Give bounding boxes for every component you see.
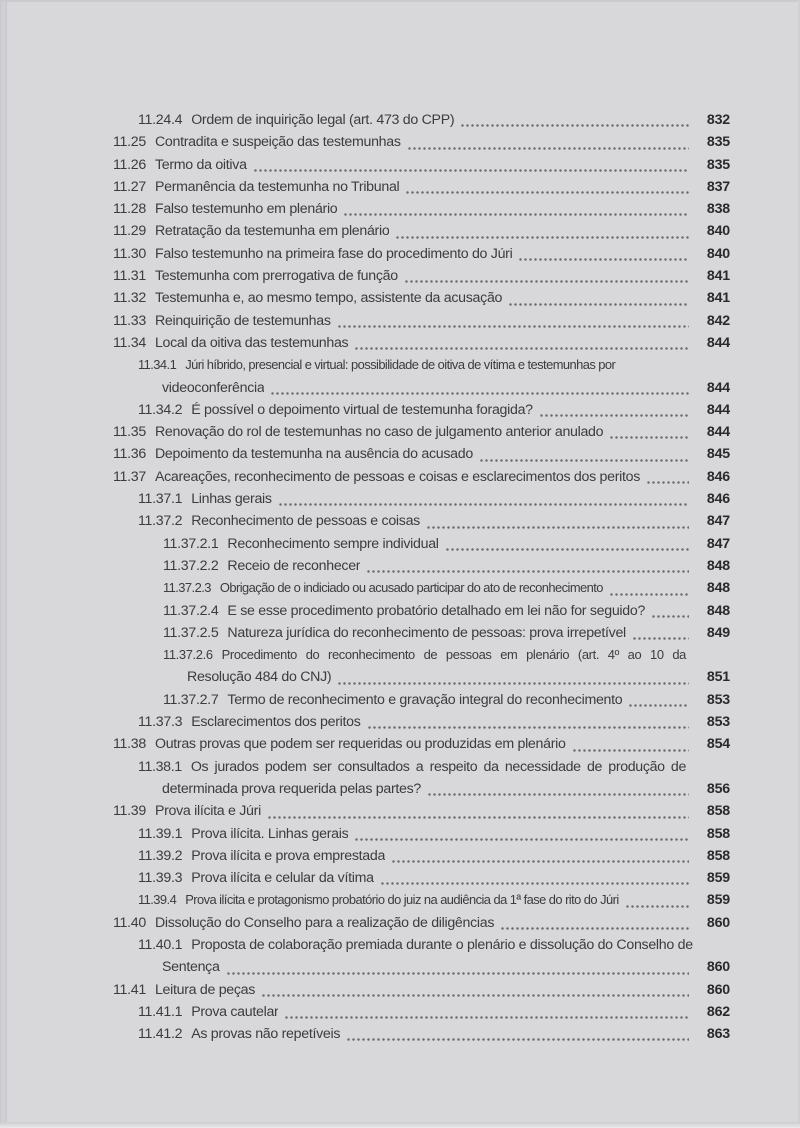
entry-number: 11.30 <box>113 245 146 262</box>
entry-number: 11.24.4 <box>138 112 183 128</box>
toc-entry <box>113 845 730 867</box>
page-number: 847 <box>706 513 730 530</box>
page-number: 844 <box>706 424 730 441</box>
toc-entry-line <box>113 176 730 198</box>
entry-number: 11.41 <box>113 981 146 998</box>
table-of-contents <box>113 109 730 1045</box>
toc-entry-continuation-line <box>138 778 730 800</box>
entry-title: Procedimento do reconhecimento de pessoas em plenário (art. 4º ao 10 da <box>221 647 686 663</box>
toc-entry <box>113 443 730 465</box>
toc-entry <box>113 131 730 153</box>
page-number: 846 <box>706 468 730 485</box>
toc-entry-line <box>138 823 730 845</box>
toc-entry-line <box>138 867 730 889</box>
toc-entry <box>113 265 730 287</box>
toc-entry <box>113 979 730 1001</box>
dot-leader <box>268 816 689 819</box>
page-number: 858 <box>706 803 730 820</box>
entry-title: Renovação do rol de testemunhas no caso de julgamento anterior anulado <box>154 424 604 441</box>
page-number: 859 <box>706 892 730 909</box>
toc-entry <box>113 198 730 220</box>
entry-title: Reconhecimento de pessoas e coisas <box>191 513 420 530</box>
entry-title: Prova ilícita e celular da vítima <box>191 870 374 887</box>
entry-number: 11.37.2.6 <box>163 647 213 663</box>
toc-entry-line <box>138 934 693 956</box>
toc-entry <box>113 354 730 399</box>
dot-leader <box>461 124 689 127</box>
entry-title: Os jurados podem ser consultados a respeito da necessidade de produção de <box>190 758 686 775</box>
toc-entry-line <box>138 488 730 510</box>
entry-title: Leitura de peças <box>154 981 256 998</box>
page-number: 860 <box>706 981 730 998</box>
dot-leader <box>519 258 689 261</box>
entry-number: 11.28 <box>113 201 146 218</box>
page-number: 859 <box>706 870 730 887</box>
page-edge-shadow-bottom <box>0 1122 800 1128</box>
entry-number: 11.38 <box>113 736 146 753</box>
toc-entry-line <box>113 466 730 488</box>
entry-number: 11.34.1 <box>138 357 177 373</box>
entry-title: E se esse procedimento probatório detalhado em lei não for seguido? <box>227 602 646 619</box>
entry-title: Reinquirição de testemunhas <box>154 312 331 329</box>
entry-title: Linhas gerais <box>191 491 272 508</box>
page-number: 838 <box>706 201 730 218</box>
entry-title: Testemunha com prerrogativa de função <box>154 268 398 285</box>
toc-entry-line <box>138 1023 730 1045</box>
toc-entry <box>113 1023 730 1045</box>
entry-title: Outras provas que podem ser requeridas ou produzidas em plenário <box>154 736 566 753</box>
dot-leader <box>338 325 689 328</box>
toc-entry <box>113 600 730 622</box>
toc-entry-line <box>113 220 730 242</box>
entry-number: 11.37.2.4 <box>163 602 219 619</box>
entry-number: 11.34 <box>113 334 146 351</box>
toc-entry-line <box>163 600 730 622</box>
entry-title: Termo da oitiva <box>154 156 247 173</box>
toc-entry-line <box>138 711 730 733</box>
toc-entry <box>113 889 730 911</box>
toc-entry <box>113 176 730 198</box>
dot-leader <box>347 1038 689 1041</box>
page-number: 841 <box>706 268 730 285</box>
entry-number: 11.37.2.7 <box>163 691 219 708</box>
entry-title: Júri híbrido, presencial e virtual: possibilidade de oitiva de vítima e testemunhas por <box>185 357 616 373</box>
page-number: 851 <box>706 669 730 686</box>
dot-leader <box>396 236 689 239</box>
page-number: 844 <box>706 401 730 418</box>
dot-leader <box>633 637 689 640</box>
entry-number: 11.38.1 <box>138 758 182 775</box>
entry-number: 11.39.1 <box>138 825 183 842</box>
entry-title: Proposta de colaboração premiada durante o plenário e dissolução do Conselho de <box>191 936 693 953</box>
entry-number: 11.26 <box>113 156 146 173</box>
dot-leader <box>610 436 689 439</box>
toc-entry-line <box>113 332 730 354</box>
entry-number: 11.36 <box>113 446 146 463</box>
toc-entry <box>113 109 730 131</box>
toc-entry-line <box>113 198 730 220</box>
toc-entry-line <box>113 979 730 1001</box>
dot-leader <box>626 905 689 908</box>
dot-leader <box>344 213 689 216</box>
entry-title: Prova cautelar <box>191 1003 279 1020</box>
entry-title: Natureza jurídica do reconhecimento de pessoas: prova irrepetível <box>227 624 626 641</box>
dot-leader <box>262 994 689 997</box>
dot-leader <box>367 570 689 573</box>
toc-entry-line <box>113 800 730 822</box>
dot-leader <box>406 191 689 194</box>
toc-entry <box>113 421 730 443</box>
entry-number: 11.39 <box>113 803 146 820</box>
entry-number: 11.37.2.5 <box>163 624 219 641</box>
entry-number: 11.27 <box>113 178 146 195</box>
entry-number: 11.33 <box>113 312 146 329</box>
dot-leader <box>279 503 689 506</box>
toc-entry-line <box>138 399 730 421</box>
dot-leader <box>629 704 689 707</box>
page-number: 863 <box>706 1026 730 1043</box>
toc-entry <box>113 577 730 599</box>
toc-entry-line <box>113 265 730 287</box>
entry-title: Ordem de inquirição legal (art. 473 do CPP) <box>191 112 455 128</box>
toc-entry <box>113 466 730 488</box>
entry-number: 11.39.4 <box>138 892 177 908</box>
entry-number: 11.40.1 <box>138 936 183 953</box>
toc-entry <box>113 823 730 845</box>
toc-entry-line <box>113 421 730 443</box>
page-number: 853 <box>706 691 730 708</box>
toc-entry <box>113 533 730 555</box>
entry-title: Obrigação de o indiciado ou acusado participar do ato de reconhecimento <box>219 580 603 596</box>
entry-number: 11.37.2.1 <box>163 535 219 552</box>
page-number: 842 <box>706 312 730 329</box>
page-number: 854 <box>706 736 730 753</box>
entry-number: 11.37.1 <box>138 491 183 508</box>
toc-entry <box>113 1001 730 1023</box>
entry-title: Falso testemunho em plenário <box>154 201 338 218</box>
toc-entry-line <box>138 354 686 376</box>
toc-entry <box>113 622 730 644</box>
dot-leader <box>271 392 689 395</box>
dot-leader <box>355 347 689 350</box>
toc-entry-line <box>138 889 730 911</box>
entry-continuation: Sentença <box>162 959 220 976</box>
page-number: 858 <box>706 847 730 864</box>
dot-leader <box>392 860 689 863</box>
toc-entry-line <box>138 756 686 778</box>
page-number: 840 <box>706 245 730 262</box>
toc-entry <box>113 332 730 354</box>
entry-title: Testemunha e, ao mesmo tempo, assistente da acusação <box>154 290 503 307</box>
entry-continuation: videoconferência <box>162 379 265 396</box>
toc-entry-continuation-line <box>138 956 730 978</box>
page-number: 848 <box>706 602 730 619</box>
toc-entry <box>113 800 730 822</box>
toc-entry-line <box>113 131 730 153</box>
toc-entry <box>113 733 730 755</box>
page-edge-shadow-left <box>0 0 7 1128</box>
dot-leader <box>427 526 689 529</box>
dot-leader <box>405 280 689 283</box>
page-number: 860 <box>706 914 730 931</box>
toc-entry-line <box>113 443 730 465</box>
entry-title: Acareações, reconhecimento de pessoas e coisas e esclarecimentos dos peritos <box>154 468 641 485</box>
entry-number: 11.40 <box>113 914 146 931</box>
entry-title: Termo de reconhecimento e gravação integral do reconhecimento <box>227 691 623 708</box>
entry-number: 11.41.1 <box>138 1003 183 1020</box>
page-number: 844 <box>706 379 730 396</box>
toc-entry <box>113 934 730 979</box>
page-number: 835 <box>706 134 730 151</box>
entry-title: Esclarecimentos dos peritos <box>191 714 361 731</box>
entry-number: 11.41.2 <box>138 1026 183 1043</box>
toc-entry-line <box>163 577 730 599</box>
toc-entry-line <box>113 287 730 309</box>
page-number: 835 <box>706 156 730 173</box>
entry-title: Dissolução do Conselho para a realização de diligências <box>154 914 495 931</box>
page-edge-shadow-top <box>0 0 800 2</box>
toc-entry <box>113 220 730 242</box>
dot-leader <box>480 459 689 462</box>
toc-entry <box>113 154 730 176</box>
toc-entry-line <box>138 845 730 867</box>
dot-leader <box>355 838 689 841</box>
page-number: 837 <box>706 178 730 195</box>
entry-number: 11.37 <box>113 468 146 485</box>
page-number: 832 <box>706 112 730 128</box>
dot-leader <box>368 726 689 729</box>
toc-entry <box>113 756 730 801</box>
entry-number: 11.34.2 <box>138 401 183 418</box>
entry-number: 11.31 <box>113 268 146 285</box>
toc-entry-line <box>113 310 730 332</box>
page-number: 846 <box>706 491 730 508</box>
toc-entry-line <box>163 533 730 555</box>
entry-title: É possível o depoimento virtual de testemunha foragida? <box>191 401 533 418</box>
dot-leader <box>647 481 689 484</box>
page-number: 840 <box>706 223 730 240</box>
entry-title: Reconhecimento sempre individual <box>227 535 439 552</box>
entry-number: 11.25 <box>113 134 146 151</box>
entry-title: Prova ilícita. Linhas gerais <box>191 825 349 842</box>
dot-leader <box>227 972 689 975</box>
dot-leader <box>338 682 689 685</box>
page-number: 853 <box>706 714 730 731</box>
entry-number: 11.37.2.3 <box>163 580 211 596</box>
dot-leader <box>428 793 689 796</box>
page-number: 856 <box>706 780 730 797</box>
toc-entry-line <box>138 109 730 131</box>
entry-number: 11.37.2.2 <box>163 557 219 574</box>
entry-title: Local da oitiva das testemunhas <box>154 334 349 351</box>
page-number: 848 <box>706 580 730 597</box>
toc-entry-line <box>113 243 730 265</box>
toc-entry-line <box>163 622 730 644</box>
toc-entry-line <box>113 154 730 176</box>
toc-entry <box>113 287 730 309</box>
page-number: 848 <box>706 557 730 574</box>
entry-title: As provas não repetíveis <box>191 1026 341 1043</box>
toc-entry <box>113 243 730 265</box>
entry-continuation: determinada prova requerida pelas partes? <box>162 780 422 797</box>
entry-number: 11.39.3 <box>138 870 183 887</box>
toc-entry-line <box>163 644 686 666</box>
toc-entry-line <box>113 733 730 755</box>
dot-leader <box>540 414 689 417</box>
page-number: 860 <box>706 959 730 976</box>
dot-leader <box>573 749 689 752</box>
entry-number: 11.37.3 <box>138 714 183 731</box>
page-number: 858 <box>706 825 730 842</box>
dot-leader <box>285 1016 689 1019</box>
dot-leader <box>381 882 689 885</box>
toc-entry <box>113 555 730 577</box>
page-number: 841 <box>706 290 730 307</box>
toc-entry <box>113 689 730 711</box>
toc-entry-continuation-line <box>163 666 730 688</box>
toc-entry <box>113 310 730 332</box>
entry-title: Prova ilícita e prova emprestada <box>191 847 386 864</box>
dot-leader <box>408 147 689 150</box>
toc-entry <box>113 644 730 689</box>
toc-entry <box>113 912 730 934</box>
entry-continuation: Resolução 484 do CNJ) <box>187 669 332 686</box>
entry-number: 11.35 <box>113 424 146 441</box>
page-number: 849 <box>706 624 730 641</box>
toc-entry <box>113 711 730 733</box>
toc-entry-line <box>163 555 730 577</box>
dot-leader <box>254 169 689 172</box>
entry-title: Depoimento da testemunha na ausência do acusado <box>154 446 473 463</box>
entry-number: 11.32 <box>113 290 146 307</box>
entry-title: Contradita e suspeição das testemunhas <box>154 134 401 151</box>
dot-leader <box>501 927 689 930</box>
entry-title: Permanência da testemunha no Tribunal <box>154 178 400 195</box>
page-number: 862 <box>706 1003 730 1020</box>
toc-entry-line <box>138 1001 730 1023</box>
dot-leader <box>610 593 689 596</box>
entry-title: Prova ilícita e protagonismo probatório do juiz na audiência da 1ª fase do rito do Júri <box>185 892 619 908</box>
page-number: 845 <box>706 446 730 463</box>
entry-title: Falso testemunho na primeira fase do procedimento do Júri <box>154 245 513 262</box>
page-number: 847 <box>706 535 730 552</box>
toc-entry <box>113 867 730 889</box>
entry-title: Prova ilícita e Júri <box>154 803 261 820</box>
entry-title: Receio de reconhecer <box>227 557 361 574</box>
dot-leader <box>446 548 689 551</box>
dot-leader <box>509 303 689 306</box>
toc-entry-line <box>113 912 730 934</box>
entry-number: 11.39.2 <box>138 847 183 864</box>
toc-entry-continuation-line <box>138 377 730 399</box>
toc-entry-line <box>138 510 730 532</box>
dot-leader <box>652 615 689 618</box>
entry-number: 11.29 <box>113 223 146 240</box>
toc-entry <box>113 488 730 510</box>
toc-entry <box>113 399 730 421</box>
entry-title: Retratação da testemunha em plenário <box>154 223 390 240</box>
toc-entry-line <box>163 689 730 711</box>
entry-number: 11.37.2 <box>138 513 183 530</box>
toc-entry <box>113 510 730 532</box>
page-number: 844 <box>706 334 730 351</box>
